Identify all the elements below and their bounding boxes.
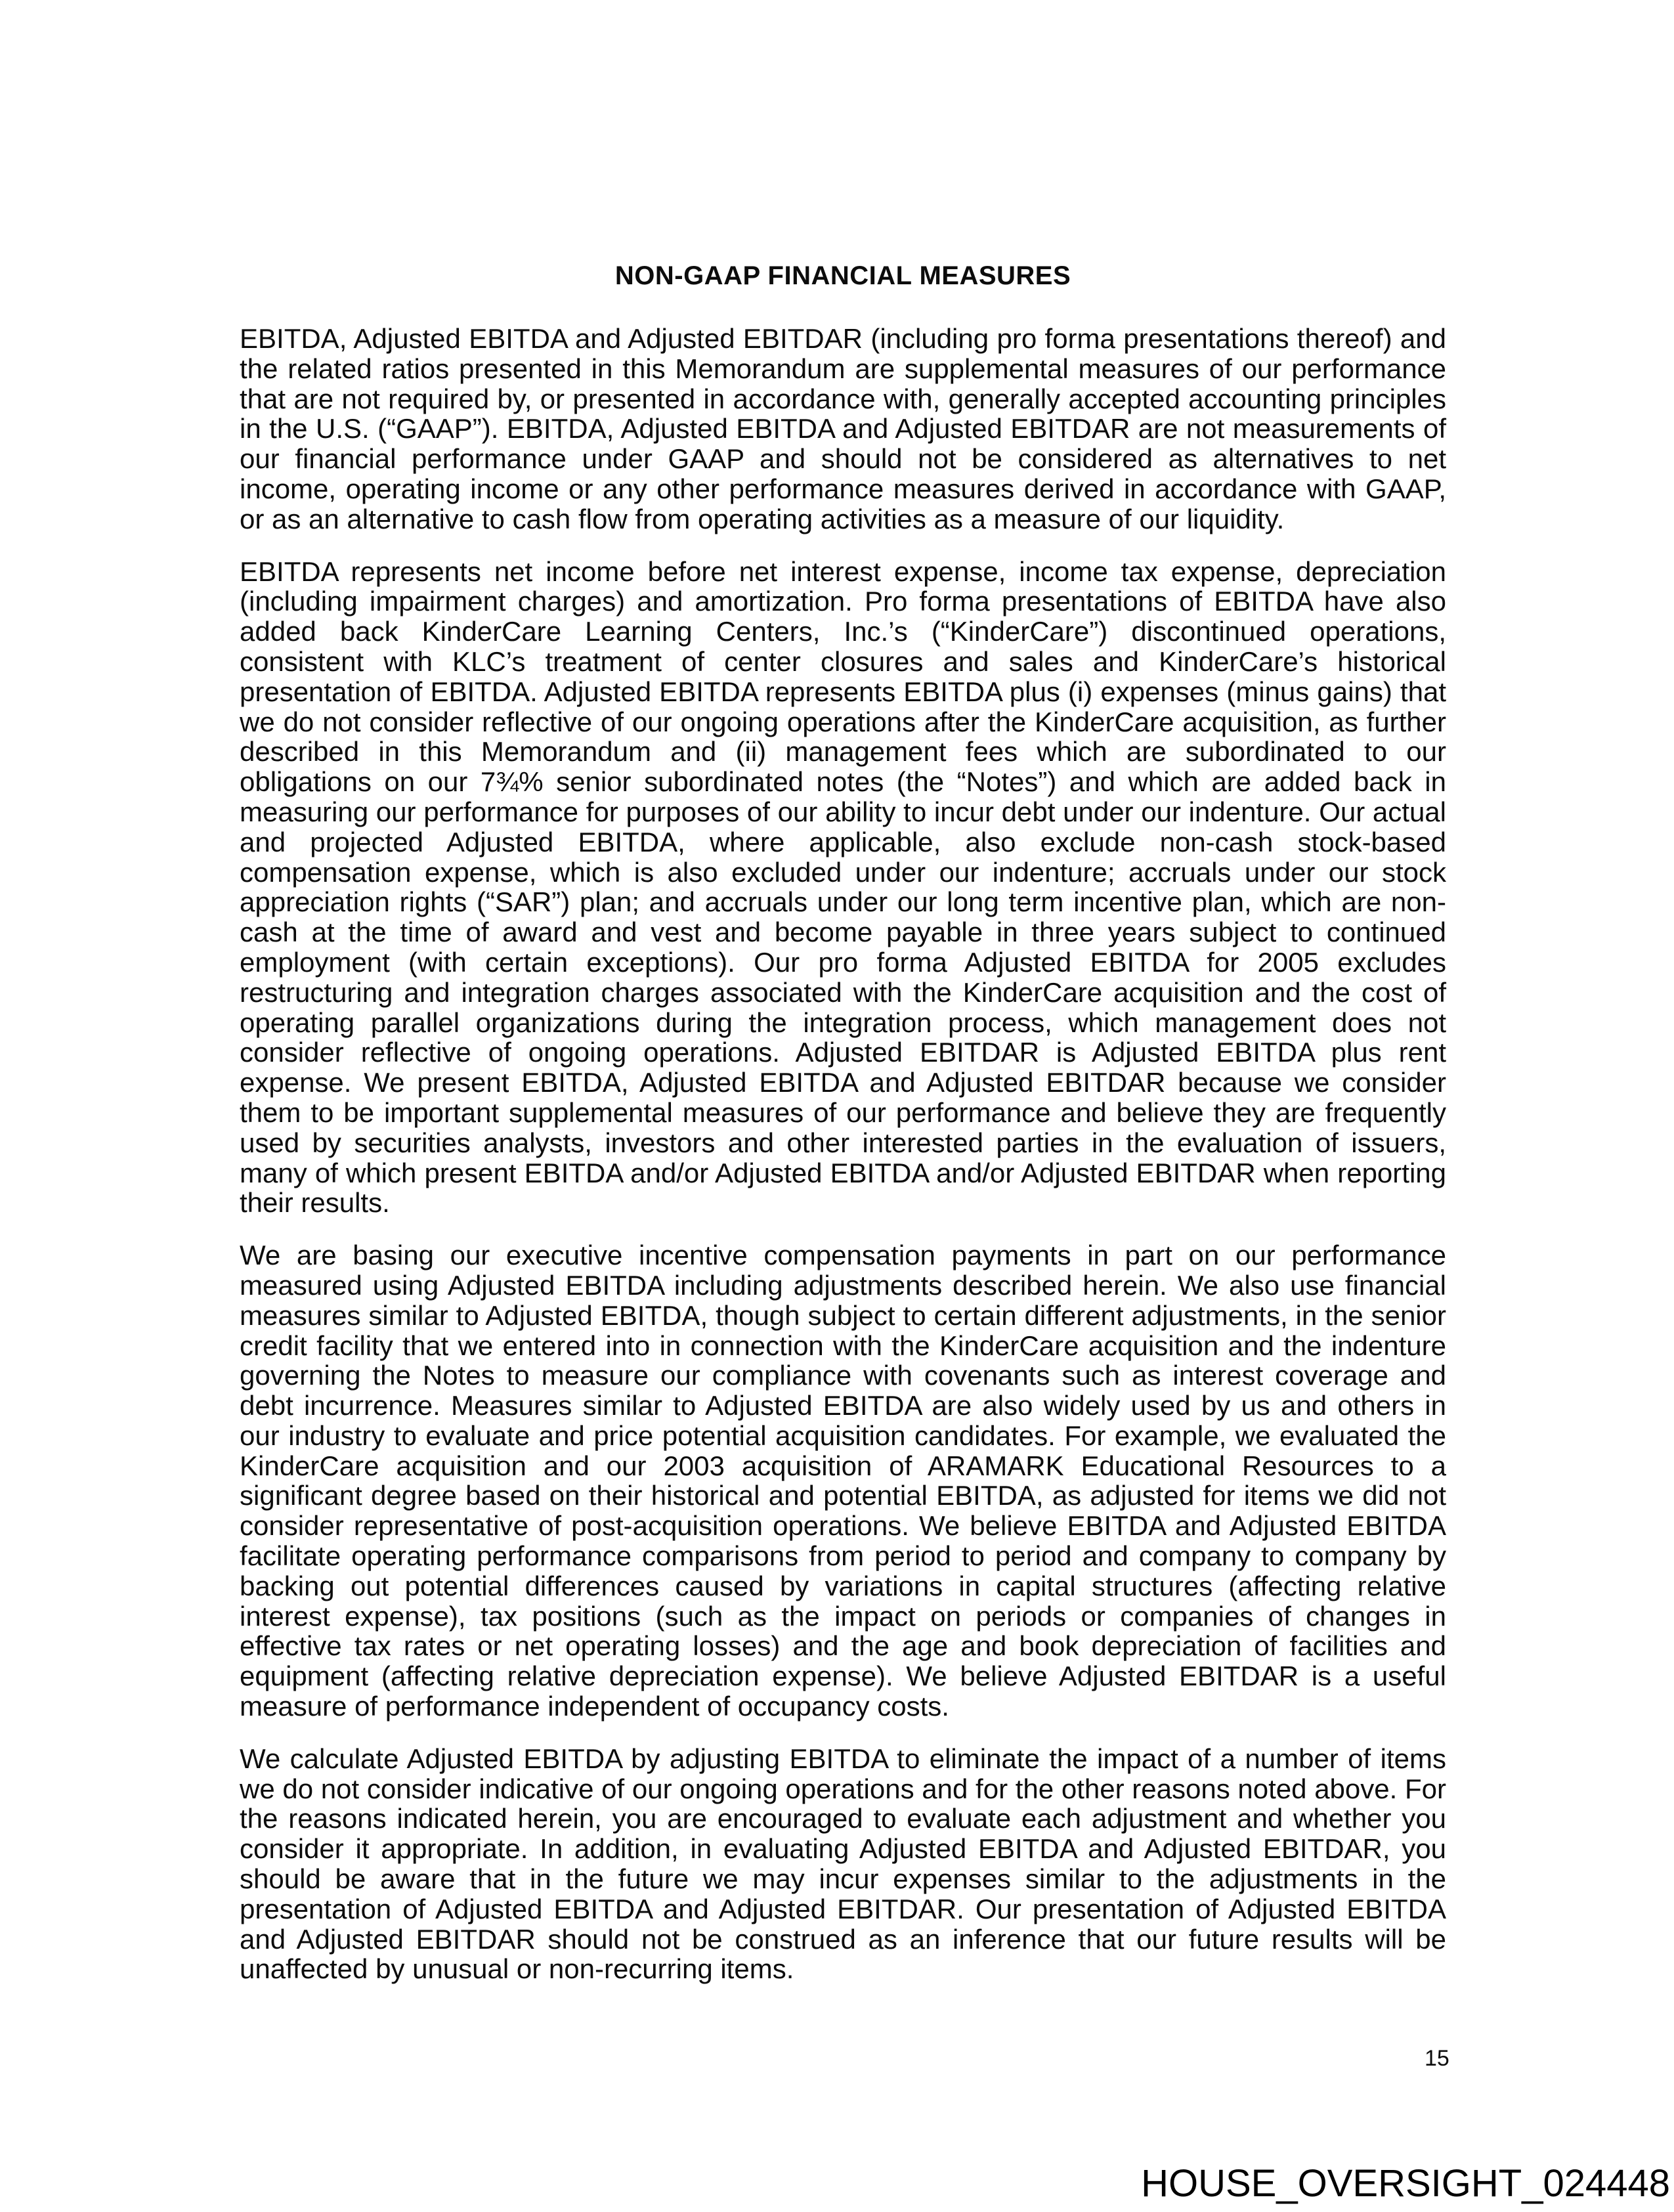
document-body: [240, 261, 1446, 2006]
paragraph-ebitda-usage: We are basing our executive incentive compensation payments in part on our performance measured using Adjusted EBITDA including adjustments described herein. We also use financial measures similar to Adjusted EBITDA, though subject to certain different adjustments, in the senior credit facility that we entered into in connection with the KinderCare acquisition and the indenture governing the Notes to measure our compliance with covenants such as interest coverage and debt incurrence. Measures similar to Adjusted EBITDA are also widely used by us and others in our industry to evaluate and price potential acquisition candidates. For example, we evaluated the KinderCare acquisition and our 2003 acquisition of ARAMARK Educational Resources to a significant degree based on their historical and potential EBITDA, as adjusted for items we did not consider representative of post-acquisition operations. We believe EBITDA and Adjusted EBITDA facilitate operating performance comparisons from period to period and company to company by backing out potential differences caused by variations in capital structures (affecting relative interest expense), tax positions (such as the impact on periods or companies of changes in effective tax rates or net operating losses) and the age and book depreciation of facilities and equipment (affecting relative depreciation expense). We believe Adjusted EBITDAR is a useful measure of performance independent of occupancy costs.: [240, 1240, 1446, 1722]
paragraph-ebitda-definition: EBITDA represents net income before net interest expense, income tax expense, depreciation (including impairment charges) and amortization. Pro forma presentations of EBITDA have also added back KinderCare Learning Centers, Inc.’s (“KinderCare”) discontinued operations, consistent with KLC’s treatment of center closures and sales and KinderCare’s historical presentation of EBITDA. Adjusted EBITDA represents EBITDA plus (i) expenses (minus gains) that we do not consider reflective of our ongoing operations after the KinderCare acquisition, as further described in this Memorandum and (ii) management fees which are subordinated to our obligations on our 7¾% senior subordinated notes (the “Notes”) and which are added back in measuring our performance for purposes of our ability to incur debt under our indenture. Our actual and projected Adjusted EBITDA, where applicable, also exclude non-cash stock-based compensation expense, which is also excluded under our indenture; accruals under our stock appreciation rights (“SAR”) plan; and accruals under our long term incentive plan, which are non-cash at the time of award and vest and become payable in three years subject to continued employment (with certain exceptions). Our pro forma Adjusted EBITDA for 2005 excludes restructuring and integration charges associated with the KinderCare acquisition and the cost of operating parallel organizations during the integration process, which management does not consider reflective of ongoing operations. Adjusted EBITDAR is Adjusted EBITDA plus rent expense. We present EBITDA, Adjusted EBITDA and Adjusted EBITDAR because we consider them to be important supplemental measures of our performance and believe they are frequently used by securities analysts, investors and other interested parties in the evaluation of issuers, many of which present EBITDA and/or Adjusted EBITDA and/or Adjusted EBITDAR when reporting their results.: [240, 555, 1446, 1219]
page-number: 15: [1425, 2046, 1449, 2071]
page-title: NON-GAAP FINANCIAL MEASURES: [614, 261, 1071, 290]
paragraph-non-gaap-intro: EBITDA, Adjusted EBITDA and Adjusted EBITDAR (including pro forma presentations thereof) and the related ratios presented in this Memorandum are supplemental measures of our performance that are not required by, or presented in accordance with, generally accepted accounting principles in the U.S. (“GAAP”). EBITDA, Adjusted EBITDA and Adjusted EBITDAR are not measurements of our financial performance under GAAP and should not be considered as alternatives to net income, operating income or any other performance measures derived in accordance with GAAP, or as an alternative to cash flow from operating activities as a measure of our liquidity.: [240, 323, 1446, 534]
bates-stamp: HOUSE_OVERSIGHT_024448: [1141, 2162, 1670, 2205]
paragraph-ebitda-calculation: We calculate Adjusted EBITDA by adjusting EBITDA to eliminate the impact of a number of items we do not consider indicative of our ongoing operations and for the other reasons noted above. For the reasons indicated herein, you are encouraged to evaluate each adjustment and whether you consider it appropriate. In addition, in evaluating Adjusted EBITDA and Adjusted EBITDAR, you should be aware that in the future we may incur expenses similar to the adjustments in the presentation of Adjusted EBITDA and Adjusted EBITDAR. Our presentation of Adjusted EBITDA and Adjusted EBITDAR should not be construed as an inference that our future results will be unaffected by unusual or non-recurring items.: [240, 1743, 1446, 1985]
